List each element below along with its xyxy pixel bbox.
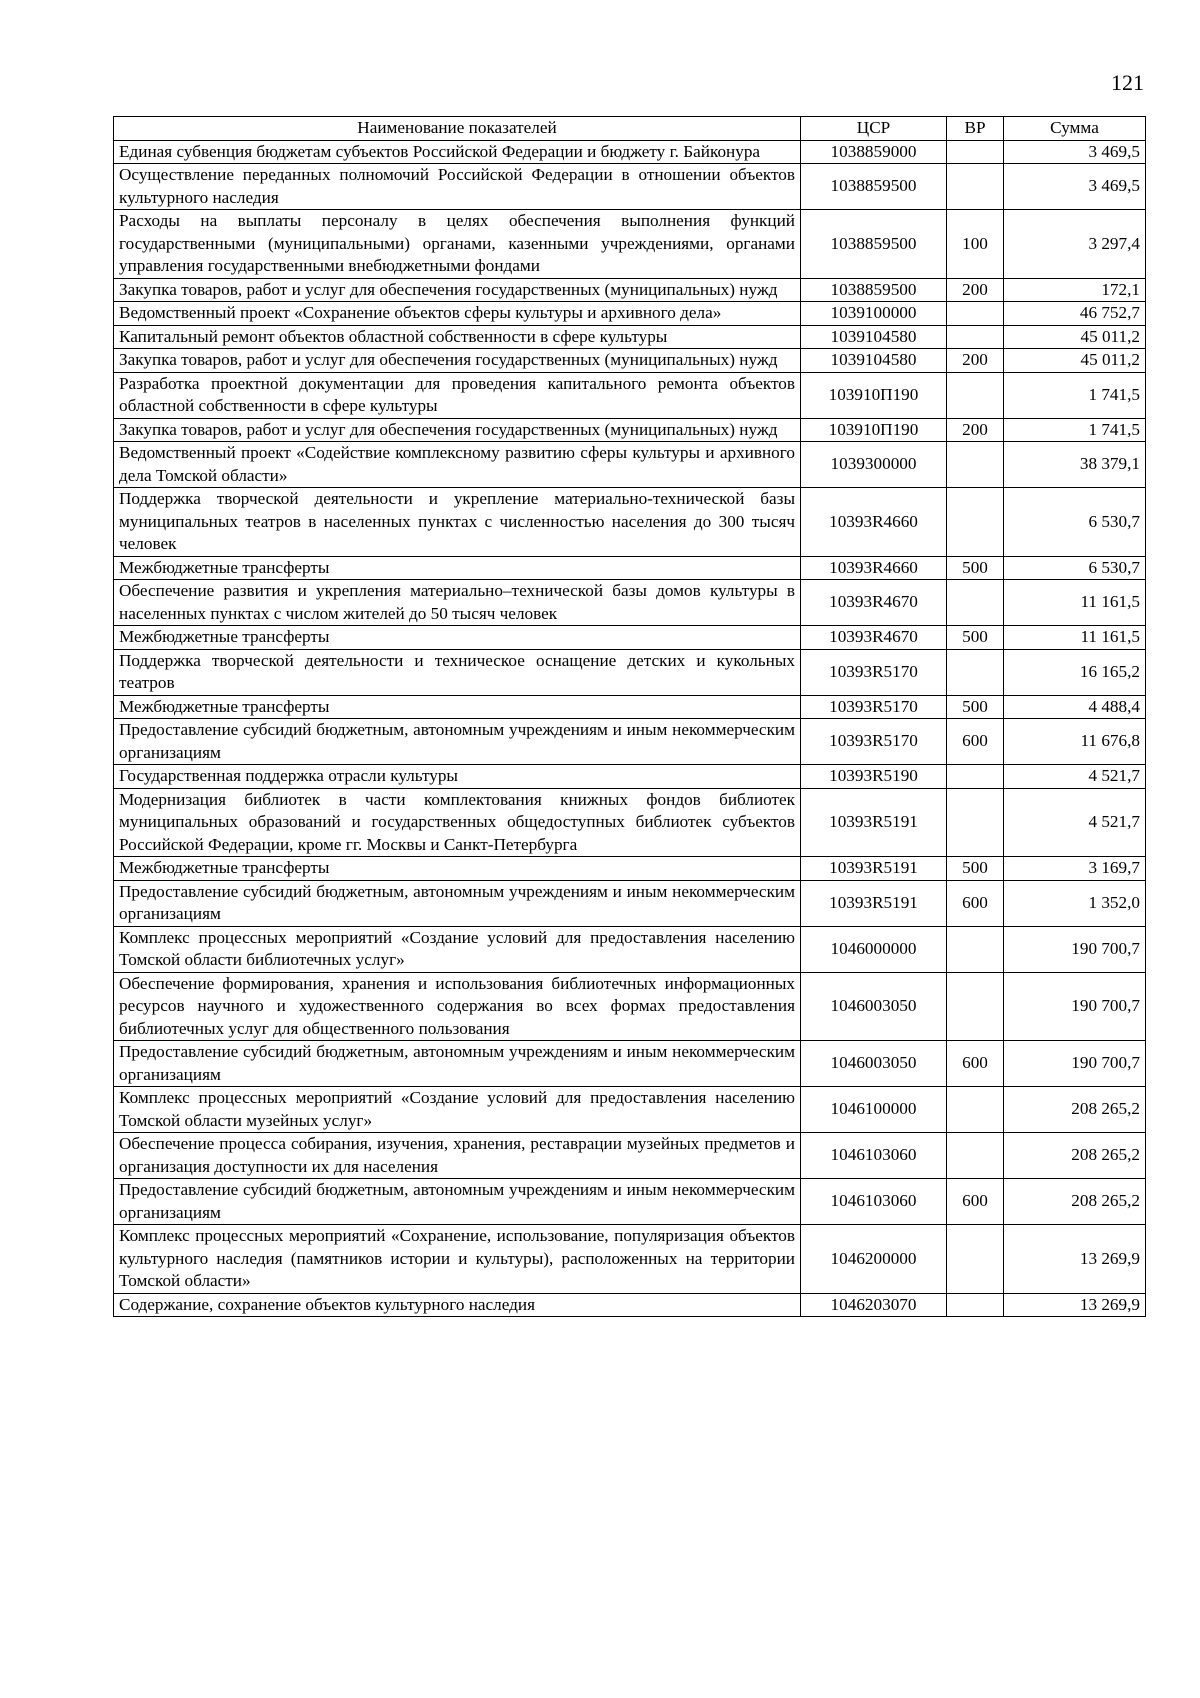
- header-csr: ЦСР: [801, 117, 947, 141]
- table-row: [114, 649, 1146, 695]
- vr-code: [947, 580, 1004, 626]
- csr-code: 10393R4670: [801, 580, 947, 626]
- indicator-name: Обеспечение развития и укрепления материально–технической базы домов культуры в населенных пунктах с числом жителей до 50 тысяч человек: [114, 580, 801, 626]
- vr-code: [947, 325, 1004, 349]
- vr-code: [947, 488, 1004, 557]
- indicator-name: Осуществление переданных полномочий Российской Федерации в отношении объектов культурного наследия: [114, 164, 801, 210]
- indicator-name: Государственная поддержка отрасли культуры: [114, 765, 801, 789]
- csr-code: 1046203070: [801, 1293, 947, 1317]
- table-row: [114, 164, 1146, 210]
- page-number: 121: [1111, 70, 1144, 95]
- table-row: [114, 880, 1146, 926]
- amount: 16 165,2: [1004, 649, 1146, 695]
- csr-code: 10393R5170: [801, 719, 947, 765]
- csr-code: 1038859500: [801, 164, 947, 210]
- table-row: [114, 1041, 1146, 1087]
- indicator-name: Закупка товаров, работ и услуг для обеспечения государственных (муниципальных) нужд: [114, 349, 801, 373]
- amount: 13 269,9: [1004, 1293, 1146, 1317]
- vr-code: 200: [947, 349, 1004, 373]
- indicator-name: Межбюджетные трансферты: [114, 695, 801, 719]
- vr-code: 500: [947, 857, 1004, 881]
- vr-code: [947, 765, 1004, 789]
- indicator-name: Поддержка творческой деятельности и укрепление материально-технической базы муниципальных театров в населенных пунктах с численностью населения до 300 тысяч человек: [114, 488, 801, 557]
- vr-code: 500: [947, 695, 1004, 719]
- vr-code: [947, 442, 1004, 488]
- indicator-name: Единая субвенция бюджетам субъектов Российской Федерации и бюджету г. Байконура: [114, 140, 801, 164]
- indicator-name: Предоставление субсидий бюджетным, автономным учреждениям и иным некоммерческим организациям: [114, 1179, 801, 1225]
- csr-code: 1046100000: [801, 1087, 947, 1133]
- indicator-name: Поддержка творческой деятельности и техническое оснащение детских и кукольных театров: [114, 649, 801, 695]
- vr-code: 200: [947, 418, 1004, 442]
- csr-code: 10393R5170: [801, 649, 947, 695]
- vr-code: 100: [947, 210, 1004, 279]
- csr-code: 1038859500: [801, 210, 947, 279]
- amount: 38 379,1: [1004, 442, 1146, 488]
- vr-code: 600: [947, 880, 1004, 926]
- vr-code: 600: [947, 719, 1004, 765]
- csr-code: 10393R5190: [801, 765, 947, 789]
- table-row: [114, 140, 1146, 164]
- csr-code: 1039104580: [801, 325, 947, 349]
- indicator-name: Ведомственный проект «Содействие комплексному развитию сферы культуры и архивного дела Томской области»: [114, 442, 801, 488]
- vr-code: [947, 164, 1004, 210]
- amount: 3 169,7: [1004, 857, 1146, 881]
- csr-code: 103910П190: [801, 418, 947, 442]
- csr-code: 10393R5191: [801, 788, 947, 857]
- table-row: [114, 442, 1146, 488]
- csr-code: 1039300000: [801, 442, 947, 488]
- amount: 6 530,7: [1004, 556, 1146, 580]
- table-row: [114, 857, 1146, 881]
- amount: 45 011,2: [1004, 325, 1146, 349]
- indicator-name: Содержание, сохранение объектов культурного наследия: [114, 1293, 801, 1317]
- table-row: [114, 1225, 1146, 1294]
- table-row: [114, 349, 1146, 373]
- amount: 190 700,7: [1004, 926, 1146, 972]
- table-row: [114, 926, 1146, 972]
- amount: 11 676,8: [1004, 719, 1146, 765]
- amount: 208 265,2: [1004, 1133, 1146, 1179]
- amount: 190 700,7: [1004, 972, 1146, 1041]
- table-row: [114, 278, 1146, 302]
- table-row: [114, 1293, 1146, 1317]
- indicator-name: Предоставление субсидий бюджетным, автономным учреждениям и иным некоммерческим организациям: [114, 1041, 801, 1087]
- csr-code: 103910П190: [801, 372, 947, 418]
- csr-code: 10393R4670: [801, 626, 947, 650]
- amount: 4 488,4: [1004, 695, 1146, 719]
- header-sum: Сумма: [1004, 117, 1146, 141]
- indicator-name: Комплекс процессных мероприятий «Сохранение, использование, популяризация объектов культурного наследия (памятников истории и культуры), расположенных на территории Томской области»: [114, 1225, 801, 1294]
- amount: 11 161,5: [1004, 580, 1146, 626]
- indicator-name: Межбюджетные трансферты: [114, 626, 801, 650]
- indicator-name: Предоставление субсидий бюджетным, автономным учреждениям и иным некоммерческим организациям: [114, 719, 801, 765]
- table-row: [114, 372, 1146, 418]
- csr-code: 1039100000: [801, 302, 947, 326]
- table-row: [114, 695, 1146, 719]
- csr-code: 1046003050: [801, 1041, 947, 1087]
- amount: 3 469,5: [1004, 140, 1146, 164]
- indicator-name: Предоставление субсидий бюджетным, автономным учреждениям и иным некоммерческим организациям: [114, 880, 801, 926]
- csr-code: 1039104580: [801, 349, 947, 373]
- vr-code: 500: [947, 626, 1004, 650]
- vr-code: [947, 1133, 1004, 1179]
- indicator-name: Обеспечение формирования, хранения и использования библиотечных информационных ресурсов научного и художественного содержания во всех формах предоставления библиотечных услуг для общественного пользования: [114, 972, 801, 1041]
- vr-code: [947, 1293, 1004, 1317]
- amount: 13 269,9: [1004, 1225, 1146, 1294]
- vr-code: [947, 1225, 1004, 1294]
- amount: 1 741,5: [1004, 372, 1146, 418]
- indicator-name: Комплекс процессных мероприятий «Создание условий для предоставления населению Томской области библиотечных услуг»: [114, 926, 801, 972]
- amount: 172,1: [1004, 278, 1146, 302]
- csr-code: 1038859500: [801, 278, 947, 302]
- table-row: [114, 580, 1146, 626]
- table-body: [114, 140, 1146, 1317]
- csr-code: 1046103060: [801, 1179, 947, 1225]
- indicator-name: Межбюджетные трансферты: [114, 857, 801, 881]
- header-vr: ВР: [947, 117, 1004, 141]
- indicator-name: Закупка товаров, работ и услуг для обеспечения государственных (муниципальных) нужд: [114, 418, 801, 442]
- table-row: [114, 972, 1146, 1041]
- csr-code: 1038859000: [801, 140, 947, 164]
- table-row: [114, 210, 1146, 279]
- amount: 190 700,7: [1004, 1041, 1146, 1087]
- vr-code: 200: [947, 278, 1004, 302]
- vr-code: 500: [947, 556, 1004, 580]
- vr-code: [947, 140, 1004, 164]
- vr-code: [947, 972, 1004, 1041]
- amount: 11 161,5: [1004, 626, 1146, 650]
- table-row: [114, 788, 1146, 857]
- vr-code: 600: [947, 1041, 1004, 1087]
- csr-code: 1046103060: [801, 1133, 947, 1179]
- amount: 1 352,0: [1004, 880, 1146, 926]
- table-row: [114, 626, 1146, 650]
- csr-code: 1046000000: [801, 926, 947, 972]
- amount: 4 521,7: [1004, 765, 1146, 789]
- indicator-name: Комплекс процессных мероприятий «Создание условий для предоставления населению Томской области музейных услуг»: [114, 1087, 801, 1133]
- amount: 4 521,7: [1004, 788, 1146, 857]
- vr-code: [947, 302, 1004, 326]
- vr-code: [947, 788, 1004, 857]
- table-header-row: [114, 117, 1146, 141]
- table-row: [114, 418, 1146, 442]
- table-row: [114, 488, 1146, 557]
- indicator-name: Разработка проектной документации для проведения капитального ремонта объектов областной собственности в сфере культуры: [114, 372, 801, 418]
- table-row: [114, 302, 1146, 326]
- budget-table: [113, 116, 1146, 1317]
- table-row: [114, 1179, 1146, 1225]
- table-row: [114, 556, 1146, 580]
- csr-code: 10393R4660: [801, 488, 947, 557]
- amount: 45 011,2: [1004, 349, 1146, 373]
- indicator-name: Обеспечение процесса собирания, изучения, хранения, реставрации музейных предметов и организация доступности их для населения: [114, 1133, 801, 1179]
- csr-code: 10393R5191: [801, 857, 947, 881]
- csr-code: 10393R5191: [801, 880, 947, 926]
- indicator-name: Модернизация библиотек в части комплектования книжных фондов библиотек муниципальных образований и государственных общедоступных библиотек субъектов Российской Федерации, кроме гг. Москвы и Санкт-Петербурга: [114, 788, 801, 857]
- indicator-name: Ведомственный проект «Сохранение объектов сферы культуры и архивного дела»: [114, 302, 801, 326]
- vr-code: [947, 926, 1004, 972]
- indicator-name: Закупка товаров, работ и услуг для обеспечения государственных (муниципальных) нужд: [114, 278, 801, 302]
- vr-code: [947, 649, 1004, 695]
- csr-code: 1046003050: [801, 972, 947, 1041]
- indicator-name: Расходы на выплаты персоналу в целях обеспечения выполнения функций государственными (муниципальными) органами, казенными учреждениями, органами управления государственными внебюджетными фондами: [114, 210, 801, 279]
- vr-code: [947, 372, 1004, 418]
- indicator-name: Межбюджетные трансферты: [114, 556, 801, 580]
- amount: 208 265,2: [1004, 1179, 1146, 1225]
- amount: 3 297,4: [1004, 210, 1146, 279]
- amount: 1 741,5: [1004, 418, 1146, 442]
- table-row: [114, 765, 1146, 789]
- table-row: [114, 1133, 1146, 1179]
- header-name: Наименование показателей: [114, 117, 801, 141]
- csr-code: 10393R5170: [801, 695, 947, 719]
- indicator-name: Капитальный ремонт объектов областной собственности в сфере культуры: [114, 325, 801, 349]
- amount: 3 469,5: [1004, 164, 1146, 210]
- table-row: [114, 1087, 1146, 1133]
- amount: 6 530,7: [1004, 488, 1146, 557]
- vr-code: 600: [947, 1179, 1004, 1225]
- amount: 46 752,7: [1004, 302, 1146, 326]
- table-row: [114, 719, 1146, 765]
- csr-code: 1046200000: [801, 1225, 947, 1294]
- amount: 208 265,2: [1004, 1087, 1146, 1133]
- csr-code: 10393R4660: [801, 556, 947, 580]
- vr-code: [947, 1087, 1004, 1133]
- table-row: [114, 325, 1146, 349]
